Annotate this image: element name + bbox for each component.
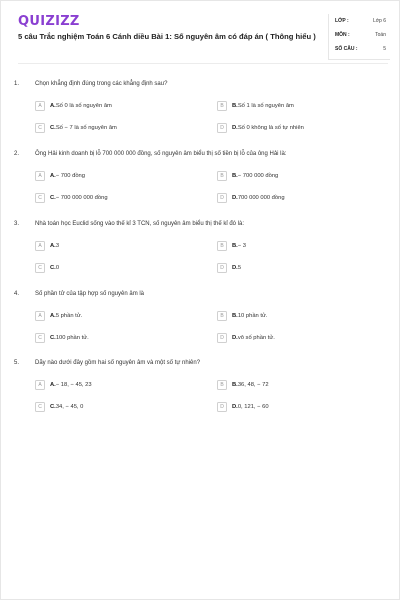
option-key-box: C	[35, 263, 45, 273]
question-header	[1, 151, 400, 161]
option-d[interactable]	[217, 401, 269, 413]
option-d[interactable]	[217, 122, 304, 134]
question-number: 2.	[14, 151, 20, 157]
question-number: 1.	[14, 81, 20, 87]
option-text: D.700 000 000 đồng	[232, 195, 285, 201]
option-c[interactable]	[35, 401, 83, 413]
option-text: C.0	[50, 265, 60, 271]
option-c[interactable]	[35, 192, 108, 204]
meta-class-value: Lớp 6	[372, 18, 386, 24]
meta-class-row	[335, 14, 390, 28]
option-d[interactable]	[217, 332, 275, 344]
option-key-box: B	[217, 101, 227, 111]
option-c[interactable]	[35, 262, 59, 274]
option-text: A.5 phần tử.	[50, 313, 83, 319]
meta-count-row	[335, 42, 390, 56]
question-text: Chọn khẳng định đúng trong các khẳng định sau?	[35, 81, 168, 87]
option-text: C.100 phần tử.	[50, 335, 89, 341]
option-text: A.− 18, − 45, 23	[50, 382, 92, 388]
option-d[interactable]	[217, 192, 285, 204]
option-text: C.34, − 45, 0	[50, 404, 84, 410]
question-header	[1, 360, 400, 370]
question-header	[1, 81, 400, 91]
question-text: Số phần tử của tập hợp số nguyên âm là	[35, 291, 145, 297]
question-text: Nhà toán học Euclid sống vào thế kỉ 3 TCN, số nguyên âm biểu thị thế kỉ đó là:	[35, 221, 245, 227]
option-text: C.− 700 000 000 đồng	[50, 195, 108, 201]
option-key-box: A	[35, 101, 45, 111]
meta-subject-value: Toán	[375, 32, 386, 38]
option-text: D.5	[232, 265, 242, 271]
option-key-box: C	[35, 123, 45, 133]
worksheet-meta	[328, 14, 390, 60]
worksheet-title: 5 câu Trắc nghiệm Toán 6 Cánh diều Bài 1: Số nguyên âm có đáp án ( Thông hiểu )	[18, 32, 316, 41]
option-key-box: C	[35, 333, 45, 343]
option-c[interactable]	[35, 122, 117, 134]
option-text: A.− 700 đồng	[50, 173, 85, 179]
question-number: 5.	[14, 360, 20, 366]
option-a[interactable]	[35, 240, 59, 252]
option-a[interactable]	[35, 379, 92, 391]
option-b[interactable]	[217, 100, 294, 112]
option-key-box: C	[35, 402, 45, 412]
meta-class-label: LỚP :	[335, 18, 349, 24]
option-a[interactable]	[35, 170, 85, 182]
quizizz-logo: QUIZIZZ	[18, 14, 80, 29]
option-text: B.− 700 000 đồng	[232, 173, 279, 179]
option-b[interactable]	[217, 170, 278, 182]
option-text: C.Số − 7 là số nguyên âm	[50, 125, 117, 131]
option-text: B.36, 48, − 72	[232, 382, 269, 388]
option-key-box: C	[35, 193, 45, 203]
option-text: A.3	[50, 243, 60, 249]
option-key-box: B	[217, 380, 227, 390]
meta-subject-label: MÔN :	[335, 32, 350, 38]
option-key-box: B	[217, 171, 227, 181]
option-text: B.10 phần tử.	[232, 313, 268, 319]
option-key-box: A	[35, 241, 45, 251]
question-number: 3.	[14, 221, 20, 227]
option-key-box: D	[217, 263, 227, 273]
option-key-box: D	[217, 193, 227, 203]
question-text: Dãy nào dưới đây gồm hai số nguyên âm và một số tự nhiên?	[35, 360, 201, 366]
option-d[interactable]	[217, 262, 241, 274]
option-text: D.0, 121, − 60	[232, 404, 269, 410]
question-text: Ông Hải kinh doanh bị lỗ 700 000 000 đồng, số nguyên âm biểu thị số tiền bị lỗ của ông Hải là:	[35, 151, 287, 157]
option-key-box: D	[217, 402, 227, 412]
option-c[interactable]	[35, 332, 89, 344]
option-key-box: D	[217, 333, 227, 343]
option-b[interactable]	[217, 379, 269, 391]
option-key-box: A	[35, 171, 45, 181]
option-b[interactable]	[217, 310, 267, 322]
option-a[interactable]	[35, 310, 82, 322]
option-key-box: A	[35, 380, 45, 390]
question-header	[1, 291, 400, 301]
option-key-box: A	[35, 311, 45, 321]
option-text: B.− 3	[232, 243, 247, 249]
header-divider	[18, 63, 388, 64]
option-key-box: D	[217, 123, 227, 133]
question-number: 4.	[14, 291, 20, 297]
option-text: A.Số 0 là số nguyên âm	[50, 103, 112, 109]
meta-subject-row	[335, 28, 390, 42]
option-a[interactable]	[35, 100, 112, 112]
meta-count-value: 5	[383, 46, 386, 52]
option-b[interactable]	[217, 240, 246, 252]
meta-count-label: SỐ CÂU :	[335, 46, 358, 52]
option-text: D.vô số phần tử.	[232, 335, 275, 341]
option-key-box: B	[217, 241, 227, 251]
option-text: B.Số 1 là số nguyên âm	[232, 103, 294, 109]
question-header	[1, 221, 400, 231]
option-key-box: B	[217, 311, 227, 321]
option-text: D.Số 0 không là số tự nhiên	[232, 125, 304, 131]
